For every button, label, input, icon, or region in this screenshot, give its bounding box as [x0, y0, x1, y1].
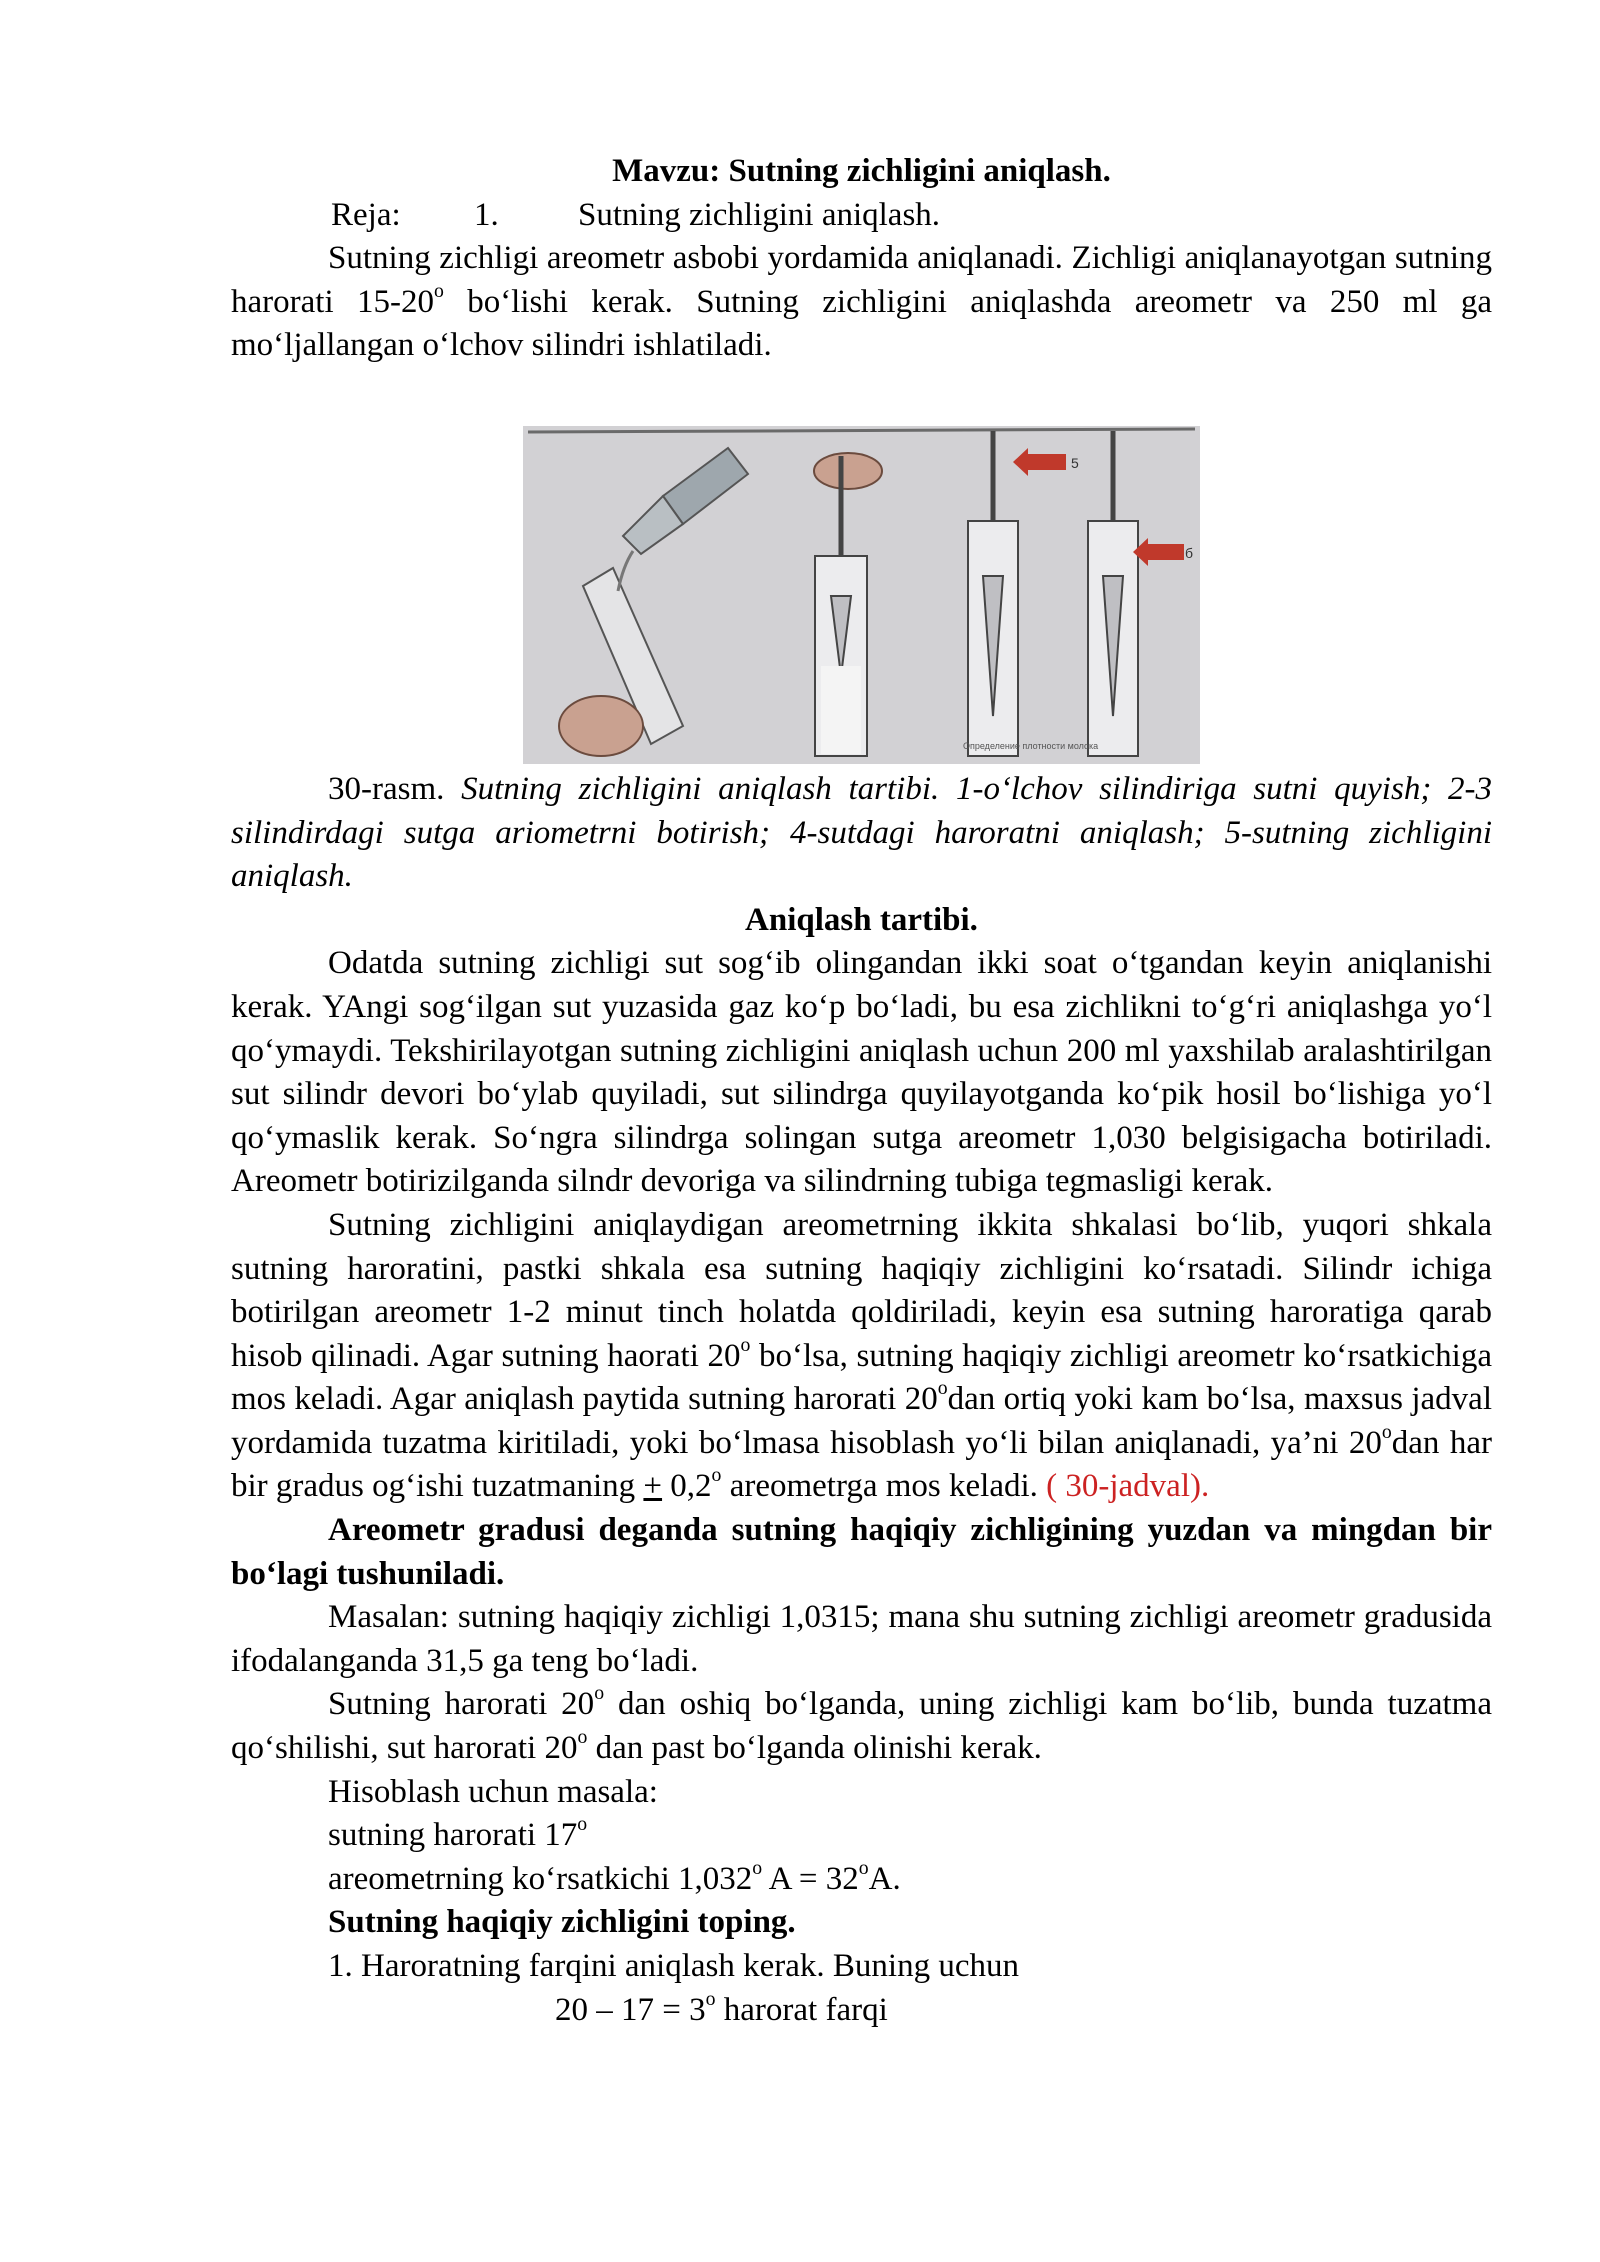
table-reference: ( 30-jadval).	[1037, 1468, 1210, 1505]
marker-5: 5	[1071, 454, 1079, 471]
plan-item: Sutning zichligini aniqlash.	[578, 196, 941, 233]
document-page	[231, 150, 1492, 2032]
task-line-2: areometrning ko‘rsatkichi 1,032$^o$ $A = 32^oA$.	[328, 1856, 901, 1897]
plan-line	[231, 194, 1492, 238]
paragraph-4: Sutning harorati 20$^o$ dan oshiq bo‘lganda, uning zichligi kam bo‘lib, bunda tuzatma qo‘shilishi, sut harorati 20$^o$ dan past bo‘lganda olinishi kerak.	[231, 1682, 1492, 1767]
figure-caption	[231, 768, 1492, 899]
plan-label: Reja:	[331, 196, 401, 233]
figure-inner-caption: Определение плотности молока	[963, 740, 1099, 751]
marker-b: б	[1185, 544, 1194, 561]
paragraph-3: Masalan: sutning haqiqiy zichligi 1,0315; mana shu sutning zichligi areometr gradusida ifodalanganda 31,5 ga teng bo‘ladi.	[231, 1599, 1492, 1679]
caption-prefix: 30-rasm.	[328, 770, 462, 807]
milk-density-figure	[523, 426, 1200, 764]
bold-definition: Areometr gradusi deganda sutning haqiqiy zichligining yuzdan va mingdan bir bo‘lagi tushuniladi.	[231, 1512, 1492, 1592]
page-title: Mavzu: Sutning zichligini aniqlash.	[612, 153, 1111, 189]
task-step-1: 1. Haroratning farqini aniqlash kerak. Buning uchun	[328, 1948, 1019, 1984]
plan-number: 1.	[474, 196, 499, 233]
paragraph-1: Odatda sutning zichligi sut sog‘ib olingandan ikki soat o‘tgandan keyin aniqlanishi kerak. YAngi sog‘ilgan sut yuzasida gaz ko‘p bo‘ladi, bu esa zichlikni to‘g‘ri aniqlashga yo‘l qo‘ymaydi. Tekshirilayotgan sutning zichligini aniqlash uchun 200 ml yaxshilab aralashtirilgan sut silindr devori bo‘ylab quyiladi, sut silindrga quyilayotganda ko‘pik hosil bo‘lishiga yo‘l qo‘ymaslik kerak. So‘ngra silindrga solingan sutga areometr 1,030 belgisigacha botiriladi. Areometr botirizilganda silndr devoriga va silindrning tubiga tegmasligi kerak.	[231, 945, 1492, 1200]
caption-text: Sutning zichligini aniqlash tartibi. 1-o‘lchov silindiriga sutni quyish; 2-3 silindirdagi sutga ariometrni botirish; 4-sutdagi haroratni aniqlash; 5-sutning zichligini aniqlash.	[231, 770, 1492, 895]
task-question: Sutning haqiqiy zichligini toping.	[328, 1904, 796, 1941]
task-heading: Hisoblash uchun masala:	[328, 1773, 658, 1810]
task-line-1: sutning harorati 17$^o$	[328, 1813, 588, 1854]
figure-illustration	[523, 426, 1200, 764]
section-heading: Aniqlash tartibi.	[745, 901, 978, 938]
task-calculation: $20 - 17 = 3^o$ harorat farqi	[555, 1987, 888, 2028]
paragraph-2: Sutning zichligini aniqlaydigan areometrning ikkita shkalasi bo‘lib, yuqori shkala sutning haroratini, pastki shkala esa sutning haqiqiy zichligini ko‘rsatadi. Silindr ichiga botirilgan areometr 1-2 minut tinch holatda qoldiriladi, keyin esa sutning haroratiga qarab hisob qilinadi. Agar sutning haorati 20$^o$ bo‘lsa, sutning haqiqiy zichligi areometr ko‘rsatkichiga mos keladi. Agar aniqlash paytida sutning harorati 20$^o$dan ortiq yoki kam bo‘lsa, maxsus jadval yordamida tuzatma kiritiladi, yoki bo‘lmasa hisoblash yo‘li bilan aniqlanadi, ya’ni 20$^o$dan har bir gradus og‘ishi tuzatmaning + $0,2^o$ areometrga mos keladi. ( 30-jadval).	[231, 1206, 1492, 1505]
intro-paragraph: Sutning zichligi areometr asbobi yordamida aniqlanadi. Zichligi aniqlanayotgan sutning harorati 15-20$^o$ bo‘lishi kerak. Sutning zichligini aniqlashda areometr va 250 ml ga mo‘ljallangan o‘lchov silindri ishlatiladi.	[231, 240, 1492, 364]
